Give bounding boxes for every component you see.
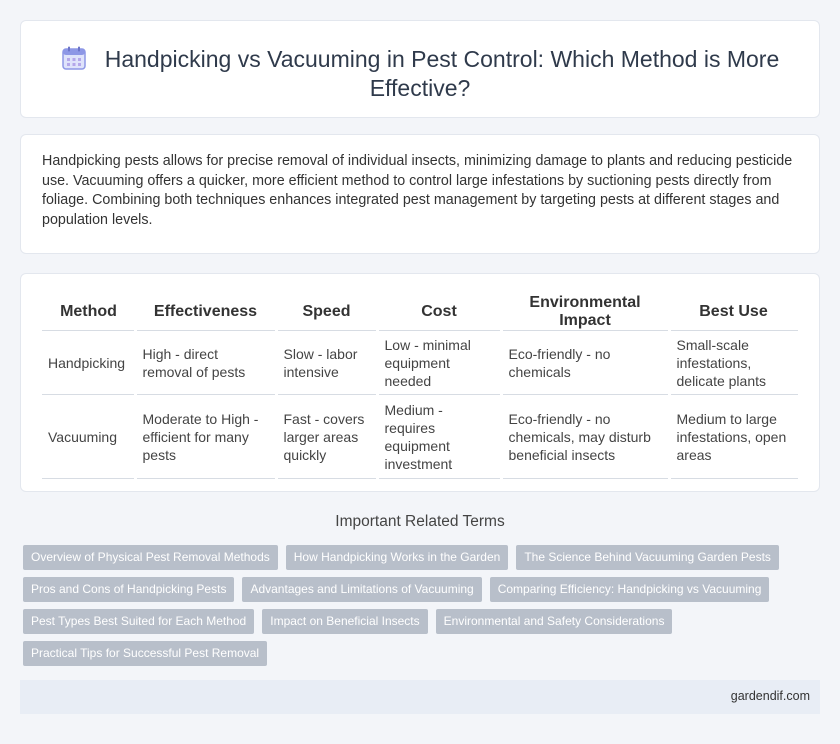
table-row bbox=[42, 331, 798, 395]
table-row bbox=[42, 395, 798, 479]
calendar-icon bbox=[61, 45, 87, 71]
related-term-tag[interactable]: Pros and Cons of Handpicking Pests bbox=[23, 577, 234, 602]
column-header: Best Use bbox=[699, 303, 768, 320]
table-cell: Eco-friendly - no chemicals bbox=[501, 331, 669, 395]
related-term-tag[interactable]: Environmental and Safety Considerations bbox=[436, 609, 673, 634]
table-cell: Fast - covers larger areas quickly bbox=[276, 395, 377, 479]
column-header: Effectiveness bbox=[153, 303, 258, 320]
table-cell: Medium to large infestations, open areas bbox=[669, 395, 798, 479]
intro-paragraph: Handpicking pests allows for precise removal of individual insects, minimizing damage to plants and reducing pesticide use. Vacuuming offers a quicker, more efficient method to control large infestations by suctioning pests directly from foliage. Combining both techniques enhances integrated pest management by targeting pests at different stages and population levels. bbox=[42, 153, 793, 228]
related-terms-list bbox=[23, 545, 783, 673]
header-card bbox=[20, 20, 820, 118]
tag-row bbox=[23, 641, 783, 666]
related-term-tag[interactable]: Impact on Beneficial Insects bbox=[262, 609, 427, 634]
table-cell: Small-scale infestations, delicate plants bbox=[669, 331, 798, 395]
column-header: Method bbox=[60, 303, 117, 320]
table-cell: Low - minimal equipment needed bbox=[377, 331, 501, 395]
tag-row bbox=[23, 577, 783, 602]
footer-site-name: gardendif.com bbox=[730, 689, 810, 703]
comparison-table-card bbox=[20, 273, 820, 492]
column-header: Environmental Impact bbox=[529, 294, 641, 329]
related-term-tag[interactable]: How Handpicking Works in the Garden bbox=[286, 545, 509, 570]
tag-row bbox=[23, 609, 783, 634]
table-cell: Slow - labor intensive bbox=[276, 331, 377, 395]
table-cell: Vacuuming bbox=[42, 395, 135, 479]
page-title bbox=[41, 45, 799, 103]
table-cell: Eco-friendly - no chemicals, may disturb beneficial insects bbox=[501, 395, 669, 479]
related-term-tag[interactable]: Overview of Physical Pest Removal Methods bbox=[23, 545, 278, 570]
page-title-text: Handpicking vs Vacuuming in Pest Control: Which Method is More Effective? bbox=[104, 46, 780, 101]
column-header: Cost bbox=[421, 303, 457, 320]
table-cell: Handpicking bbox=[42, 331, 135, 395]
related-term-tag[interactable]: Pest Types Best Suited for Each Method bbox=[23, 609, 254, 634]
footer-bar bbox=[20, 680, 820, 714]
related-term-tag[interactable]: Comparing Efficiency: Handpicking vs Vacuuming bbox=[490, 577, 770, 602]
comparison-table bbox=[42, 294, 798, 479]
related-term-tag[interactable]: Practical Tips for Successful Pest Removal bbox=[23, 641, 267, 666]
intro-card bbox=[20, 134, 820, 254]
tag-row bbox=[23, 545, 783, 570]
table-cell: High - direct removal of pests bbox=[135, 331, 276, 395]
table-header-row bbox=[42, 294, 798, 331]
table-cell: Moderate to High - efficient for many pests bbox=[135, 395, 276, 479]
related-term-tag[interactable]: The Science Behind Vacuuming Garden Pests bbox=[516, 545, 779, 570]
related-term-tag[interactable]: Advantages and Limitations of Vacuuming bbox=[242, 577, 481, 602]
related-terms-title: Important Related Terms bbox=[335, 513, 505, 530]
table-cell: Medium - requires equipment investment bbox=[377, 395, 501, 479]
column-header: Speed bbox=[302, 303, 351, 320]
